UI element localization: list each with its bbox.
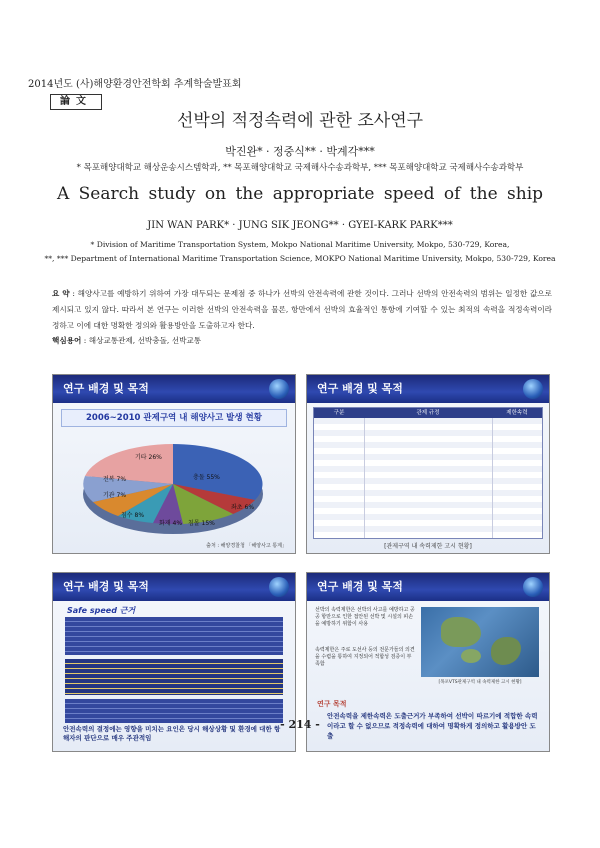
abstract-label: 요 약 <box>52 289 70 298</box>
section-tag: 論文 <box>50 94 102 110</box>
slide-footer: 안전속력의 결정에는 영향을 미치는 요인은 당시 해상상황 및 환경에 대한 항해자의 판단으로 매우 주관적임 <box>63 725 281 742</box>
slide-header <box>307 573 549 601</box>
affiliation-english-2: **, *** Department of International Maritime Transportation Science, MOKPO National Maritime University, Mokpo, 530-729, Korea <box>44 254 556 263</box>
slide-title: 연구 배경 및 목적 <box>317 382 403 395</box>
abstract-text: : 해양사고를 예방하기 위하여 가장 대두되는 문제점 중 하나가 선박의 안전속력에 관한 것이다. 그러나 선박의 안전속력의 범위는 일정한 값으로 제시되고 있지 않다. 따라서 본 연구는 이러한 선박의 안전속력을 물론, 항만에서 선박의 효율적인 통항에 기여할 수 있는 최적의 속력을 적정속력이라 정하고 이에 대한 명확한 정의와 활용방안을 도출하고자 한다. <box>52 289 552 330</box>
table-header-cell: 구분 <box>333 410 345 416</box>
slide-heading: Safe speed 근거 <box>67 606 136 615</box>
conference-title: 2014년도 (사)해양환경안전학회 추계학술발표회 <box>28 79 242 90</box>
slide-title: 연구 배경 및 목적 <box>317 580 403 593</box>
title-korean: 선박의 적정속력에 관한 조사연구 <box>176 111 424 131</box>
keywords-text: : 해상교통관제, 선박충돌, 선박교통 <box>83 336 202 345</box>
purpose-label: 연구 목적 <box>317 700 347 708</box>
text-block-upper <box>65 617 283 655</box>
table-caption: [관제구역 내 속력제한 고시 현황] <box>384 543 472 550</box>
bullet-2: 속력제한은 주로 도선사 등의 전문가들의 의견을 수렴을 통하여 지정되어 적합성 검증이 부족함 <box>315 647 415 667</box>
authors-english: JIN WAN PARK* · JUNG SIK JEONG** · GYEI-KARK PARK*** <box>147 220 453 231</box>
pie-label: 충돌 55% <box>193 474 220 481</box>
pie-chart <box>63 429 283 549</box>
slide-header <box>307 375 549 403</box>
affiliation-english-1: * Division of Maritime Transportation System, Mokpo National Maritime University, Mokpo, 530-729, Korea, <box>90 240 510 249</box>
pie-label: 침수 8% <box>121 512 145 519</box>
globe-icon <box>523 577 543 597</box>
pie-label: 기관 7% <box>103 492 127 499</box>
page-number: - 214 - <box>280 718 320 731</box>
slide-body <box>307 403 549 553</box>
slide-title: 연구 배경 및 목적 <box>63 382 149 395</box>
slide-subtitle: 2006~2010 관제구역 내 해양사고 발생 현황 <box>61 409 287 427</box>
bullet-1: 선박의 속력제한은 선박의 사고를 예방하고 공공 항만으로 인한 접안된 선박 및 시설의 피손을 예방하기 위함이 사용 <box>315 607 415 627</box>
slide-1 <box>52 374 296 554</box>
keywords <box>52 335 201 346</box>
slide-header <box>53 573 295 601</box>
abstract <box>52 286 552 334</box>
table-header-cell: 제한속력 <box>506 410 528 416</box>
map-image <box>421 607 539 677</box>
map-caption: [목포VTS관제구역 내 속력제한 고시 현황] <box>438 680 522 685</box>
pie-label: 좌초 6% <box>231 504 255 511</box>
slide-title: 연구 배경 및 목적 <box>63 580 149 593</box>
speed-table <box>313 407 543 539</box>
slide-source: 출처 : 해양경찰청 「해양사고 통계」 <box>206 543 287 549</box>
text-block-middle <box>65 659 283 695</box>
table-header-cell: 관제 규정 <box>416 410 440 416</box>
pie-label: 침몰 15% <box>188 520 215 527</box>
authors-korean: 박진완* · 정중식** · 박계각*** <box>225 145 375 158</box>
pie-label: 화재 4% <box>159 520 183 527</box>
title-english: A Search study on the appropriate speed of the ship <box>56 184 544 204</box>
globe-icon <box>269 577 289 597</box>
table-header <box>314 408 542 418</box>
purpose-text: 안전속력을 제한속력은 도출근거가 부족하여 선박이 따르기에 적합한 속력이라고 할 수 없으므로 적정속력에 대하여 명확하게 정의하고 활용방안 도출 <box>327 712 538 740</box>
table-rows <box>314 418 542 538</box>
pie-label: 전복 7% <box>103 476 127 483</box>
globe-icon <box>523 379 543 399</box>
slide-2 <box>306 374 550 554</box>
affiliations-korean: * 목포해양대학교 해상운송시스템학과, ** 목포해양대학교 국제해사수송과학부, *** 목포해양대학교 국제해사수송과학부 <box>76 163 524 173</box>
slide-header <box>53 375 295 403</box>
globe-icon <box>269 379 289 399</box>
keywords-label: 핵심용어 <box>52 336 82 345</box>
slide-body <box>53 403 295 553</box>
pie-label: 기타 26% <box>135 454 162 461</box>
